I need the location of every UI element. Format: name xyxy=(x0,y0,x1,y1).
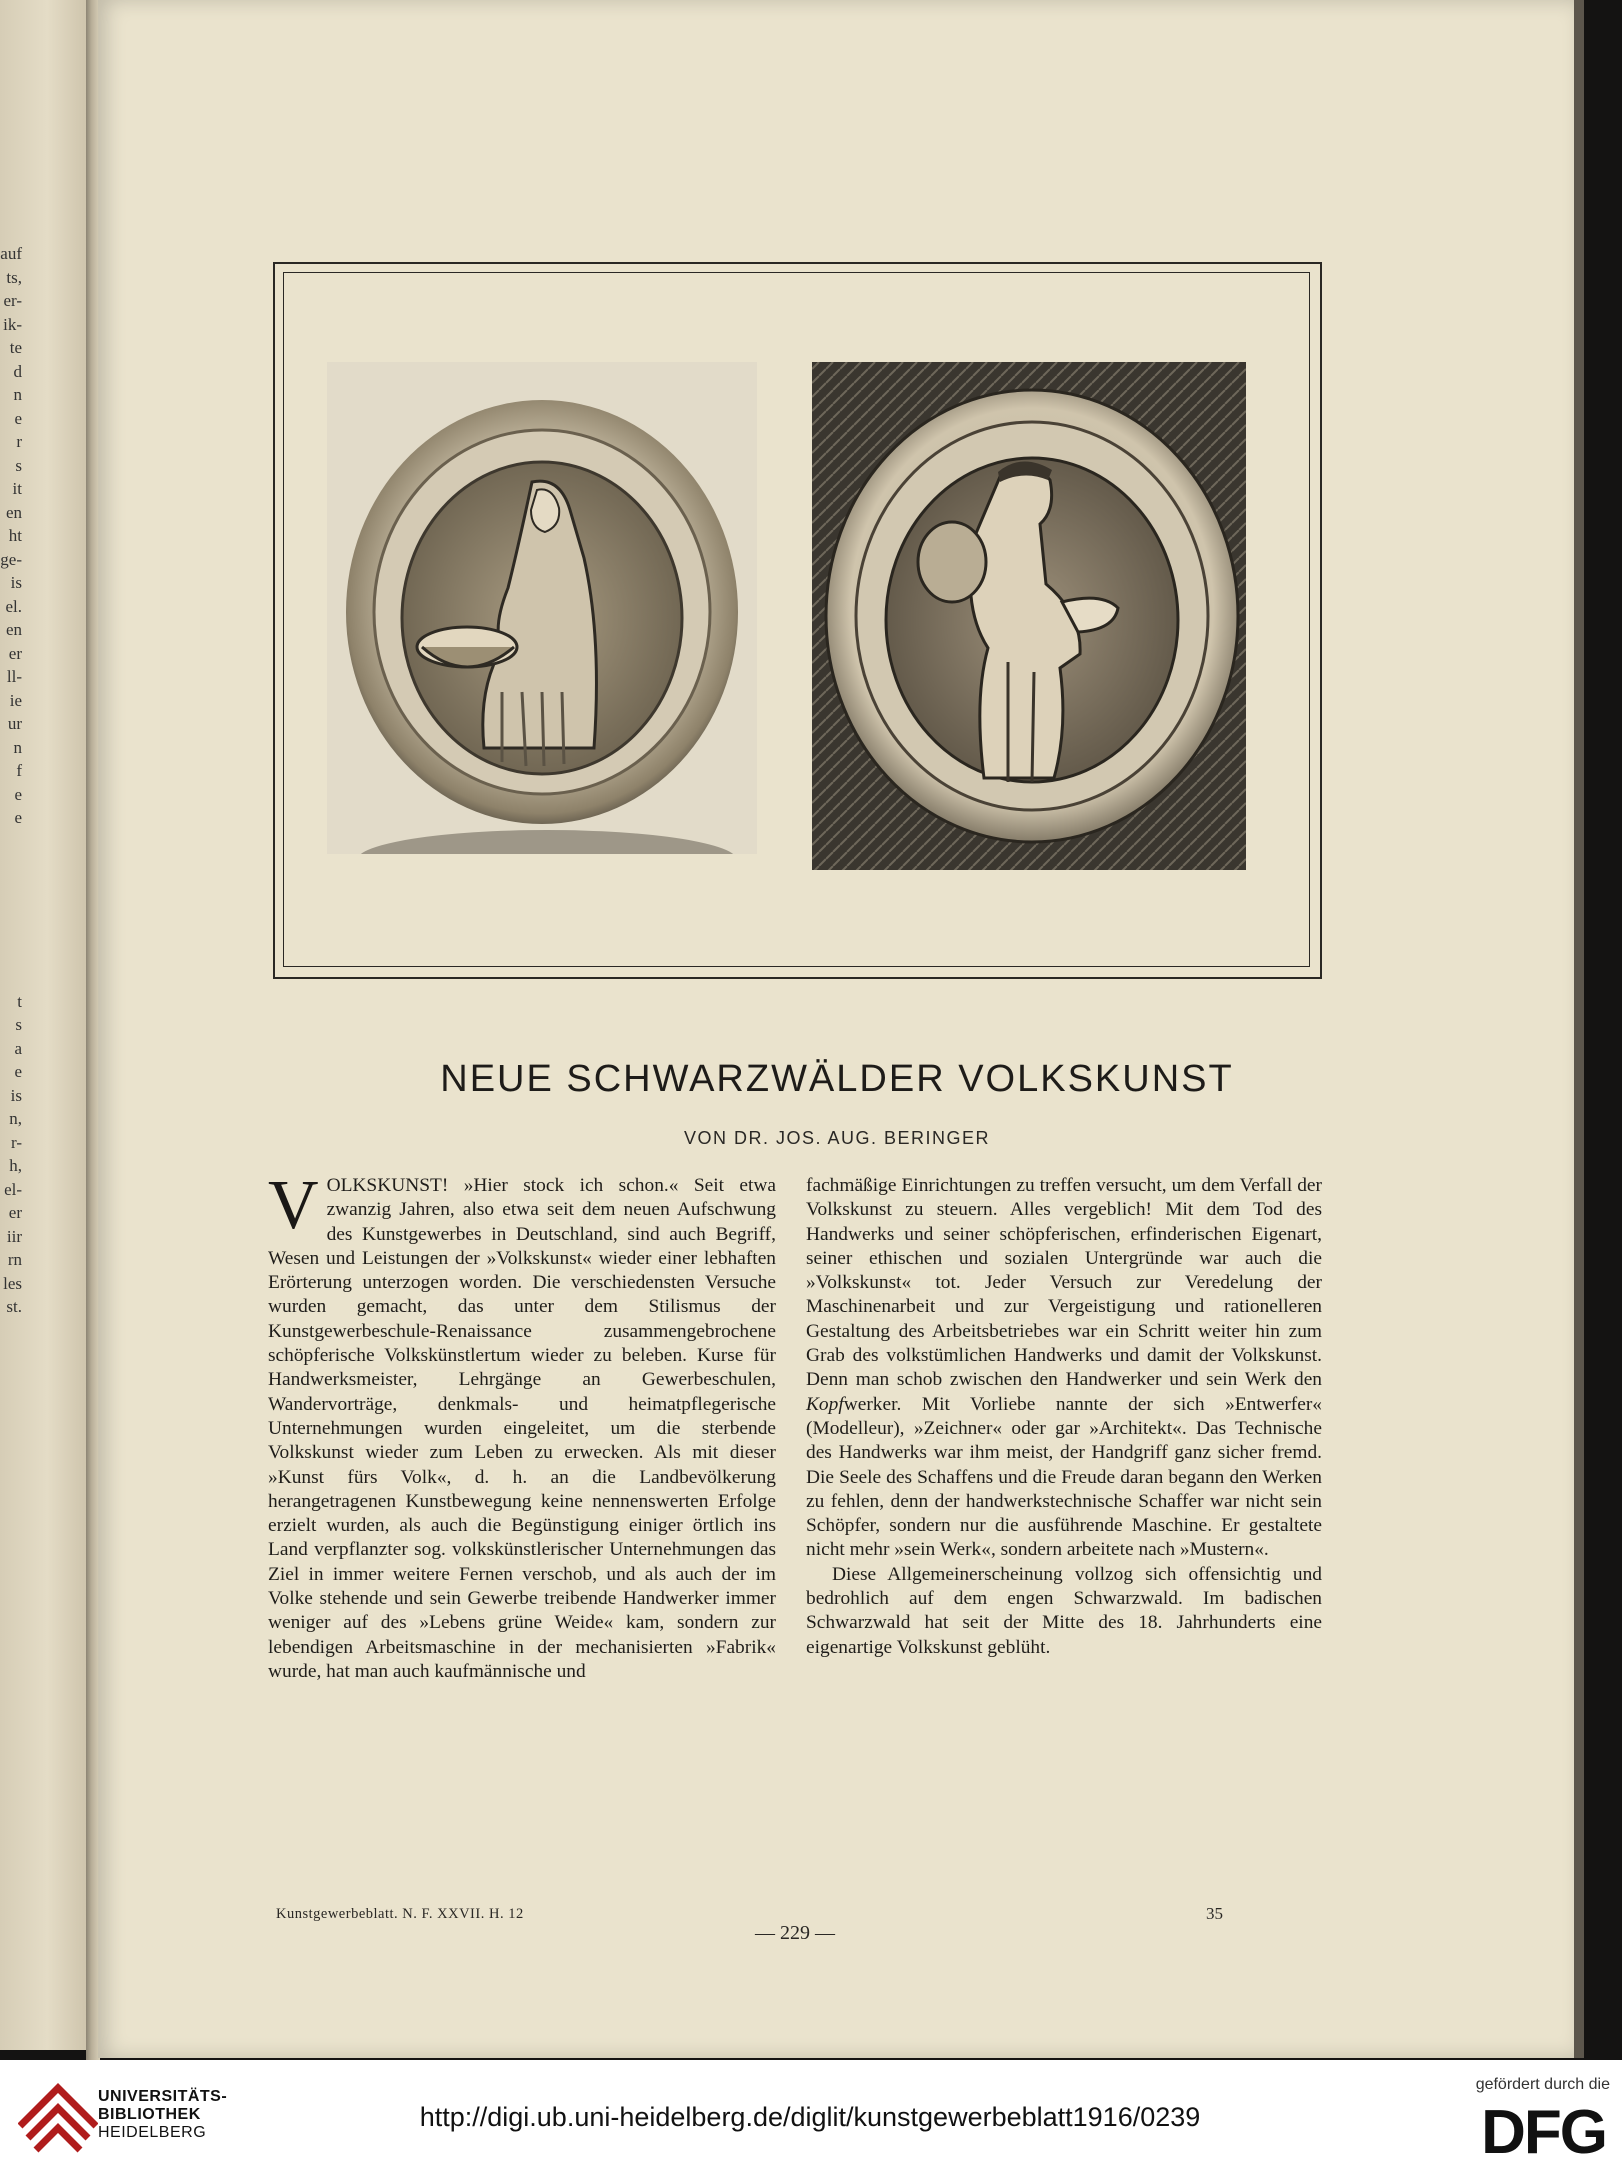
previous-page-fragment: r xyxy=(16,432,22,451)
previous-page-fragment: el. xyxy=(5,596,22,616)
previous-page-fragment: el- xyxy=(4,1179,22,1199)
previous-page-fragment: er xyxy=(8,1203,22,1222)
article-paragraph: Diese Allgemeinerscheinung vollzog sich offensichtig und bedrohlich auf dem engen Schwarzwald. Im badischen Schwarzwald hat seit der Mitte des 18. Jahrhunderts eine eigenartige Volkskunst geblüht. xyxy=(806,1563,1322,1658)
previous-page-fragment: auf xyxy=(0,244,22,263)
article-paragraph xyxy=(806,1174,1322,1563)
article-title: NEUE SCHWARZWÄLDER VOLKSKUNST xyxy=(440,1058,1234,1100)
previous-page-fragment: en xyxy=(5,502,22,522)
previous-page-fragment: ht xyxy=(8,526,22,545)
article-paragraph: OLKSKUNST! »Hier stock ich schon.« Seit etwa zwanzig Jahren, also etwa seit dem neuen Aufschwung des Kunstgewerbes in Deutschland, sind auch Begriff, Wesen und Leistungen der »Volkskunst« wieder einer lebhaften Erörterung unterzogen worden. Die verschiedensten Versuche wurden gemacht, das unter dem Stilismus der Kunstgewerbeschule-Renaissance zusammengebrochene schöpferische Volkskünstlertum wieder zu beleben. Kurse für Handwerksmeister, Lehrgänge an Gewerbeschulen, Wandervorträge, denkmals- und heimatpflegerische Unternehmungen wurden eingeleitet, um die sterbende Volkskunst wieder zum Leben zu erwecken. Als mit dieser »Kunst fürs Volk«, d. h. an die Landbevölkerung herangetragenen Kunstbewegung keine nennenswerten Erfolge erzielt wurden, als auch die Begünstigung einiger örtlich ins Land verpflanzter sog. volkskünstlerischer Unternehmungen das Ziel in immer weitere Fernen verschob, und als auch der im Volke stehende und sein Gewerbe treibende Handwerker immer weniger auf des »Lebens grüne Weide« kam, sondern zur lebendigen Arbeitsmaschine in der mechanisierten »Fabrik« wurde, hat man auch kaufmännische und xyxy=(268,1175,776,1682)
paragraph-text: werker. Mit Vorliebe nannte der sich »Entwerfer« (Modelleur), »Zeichner« oder gar »Architekt«. Das Technische des Handwerks war ihm meist, der Handgriff ganz sicher fremd. Die Seele des Schaffens und die Freude daran begann den Werken zu fehlen, denn der handwerkstechnische Schaffer war nicht sein Schöpfer, sondern nur die ausführende Maschine. Er gestaltete nicht mehr »sein Werk«, sondern arbeitete nach »Mustern«. xyxy=(806,1393,1322,1561)
article-column-left xyxy=(268,1167,776,1684)
previous-page-fragment: h, xyxy=(9,1156,22,1175)
paragraph-text: fachmäßige Einrichtungen zu treffen versucht, um dem Verfall der Volkskunst zu steuern. Alles vergeblich! Mit dem Tod des Handwerks und seiner schöpferischen, erfinderischen Eigenart, seiner ethischen und sozialen Untergründe war auch die »Volkskunst« tot. Jeder Versuch zur Veredelung der Maschinenarbeit und zur Vergeistigung und rationelleren Gestaltung des Arbeitsbetriebes war ein Schritt weiter hin zum Grab des volkstümlichen Handwerks und damit der Volkskunst. Denn man schob zwischen den Handwerker und sein Werk den xyxy=(806,1175,1322,1391)
emphasis-text: Kopf xyxy=(806,1393,844,1415)
previous-page-fragment: ik- xyxy=(3,314,22,334)
dfg-logo: DFG xyxy=(1481,2098,1606,2167)
previous-page-fragment: te xyxy=(9,338,22,357)
previous-page-fragment: d xyxy=(13,361,22,381)
previous-page-edge xyxy=(0,0,86,2050)
previous-page-fragment: st. xyxy=(6,1297,22,1316)
previous-page-fragment: ll- xyxy=(6,667,22,686)
previous-page-fragment: f xyxy=(16,761,22,780)
article-column-right xyxy=(806,1174,1322,1660)
signature-mark: 35 xyxy=(1206,1904,1223,1923)
previous-page-fragment: er xyxy=(8,643,22,663)
previous-page-fragment: is xyxy=(10,573,22,592)
previous-page-fragment: er- xyxy=(3,291,22,310)
previous-page-fragment: n xyxy=(13,737,22,757)
right-plate-photo xyxy=(812,362,1246,870)
previous-page-fragment: e xyxy=(14,784,22,804)
right-edge xyxy=(1574,0,1622,2058)
previous-page-fragment: les xyxy=(3,1273,22,1293)
article-byline: VON DR. JOS. AUG. BERINGER xyxy=(683,1128,991,1148)
previous-page-fragment: a xyxy=(14,1038,22,1058)
journal-reference: Kunstgewerbeblatt. N. F. XXVII. H. 12 xyxy=(276,1906,524,1922)
previous-page-fragment: t xyxy=(17,991,22,1011)
previous-page-fragment: s xyxy=(15,455,22,475)
previous-page-fragment: n, xyxy=(9,1109,22,1128)
drop-cap: V xyxy=(268,1167,319,1244)
previous-page-fragment: s xyxy=(15,1015,22,1034)
viewer-bottom-bar xyxy=(0,2060,1622,2176)
previous-page-fragment: en xyxy=(5,620,22,639)
previous-page-fragment: r- xyxy=(11,1132,22,1152)
previous-page-fragment: ur xyxy=(7,714,22,733)
previous-page-fragment: ts, xyxy=(6,267,22,287)
previous-page-fragment: rn xyxy=(7,1250,22,1269)
page-url-link[interactable]: http://digi.ub.uni-heidelberg.de/diglit/kunstgewerbeblatt1916/0239 xyxy=(419,2102,1201,2132)
previous-page-fragment: it xyxy=(12,479,22,498)
ub-heidelberg-logo-icon xyxy=(18,2078,98,2158)
previous-page-fragment: n xyxy=(13,385,22,404)
previous-page-fragment: ie xyxy=(9,690,22,710)
funding-label: gefördert durch die xyxy=(1475,2076,1610,2093)
previous-page-fragment: e xyxy=(14,808,22,827)
previous-page-fragment: iir xyxy=(6,1226,22,1246)
previous-page-fragment: e xyxy=(14,1062,22,1081)
previous-page-fragment: ge- xyxy=(0,549,22,569)
previous-page-fragment: e xyxy=(14,408,22,428)
left-plate-photo xyxy=(327,362,757,854)
page-number: — 229 — xyxy=(755,1922,835,1944)
previous-page-fragment: is xyxy=(10,1085,22,1105)
library-name: UNIVERSITÄTS- BIBLIOTHEK HEIDELBERG xyxy=(98,2088,228,2141)
